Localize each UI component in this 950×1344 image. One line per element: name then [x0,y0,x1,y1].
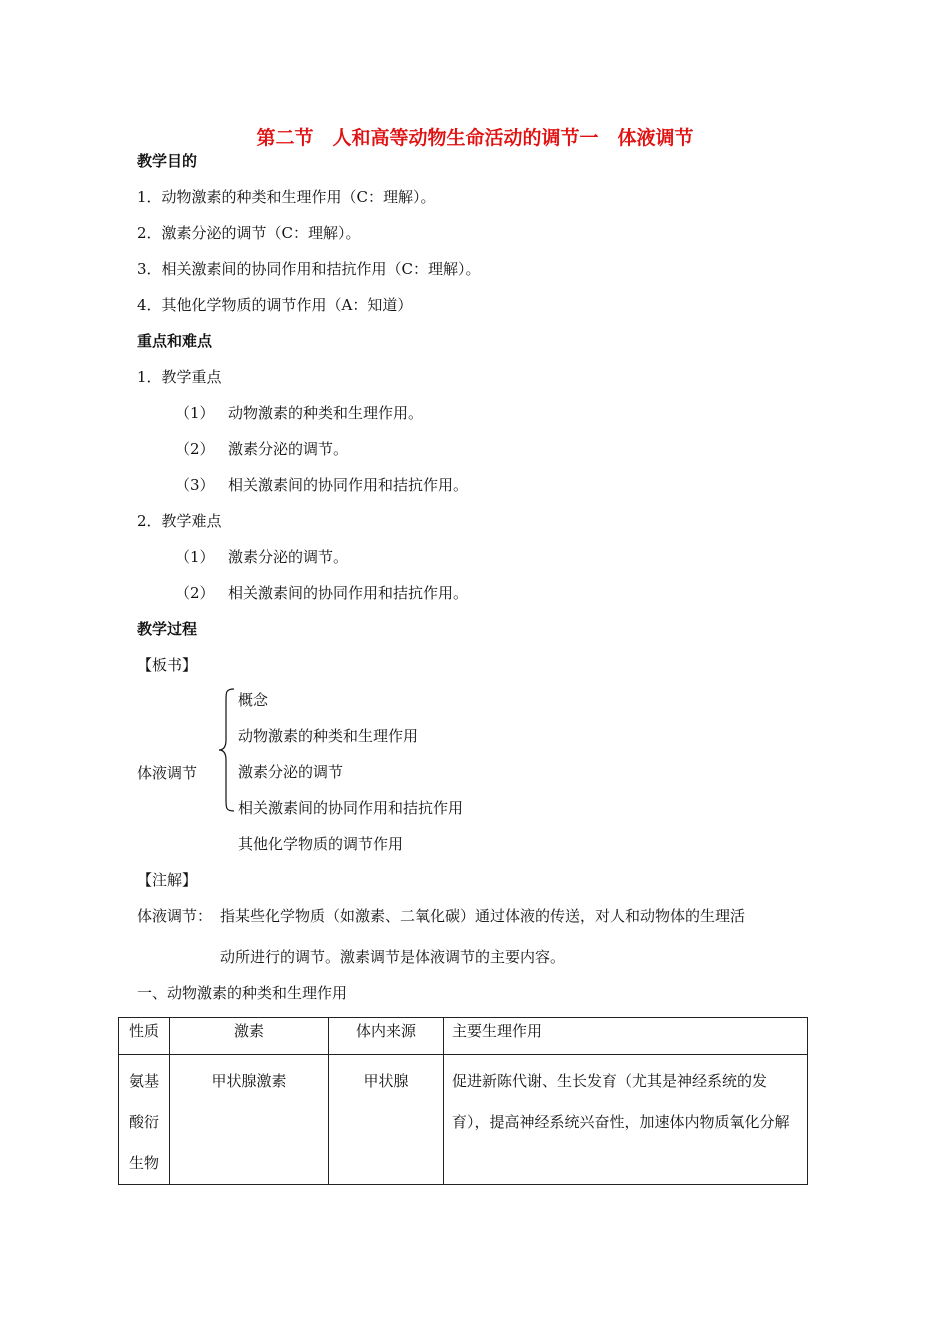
note-text-line: 指某些化学物质（如激素、二氧化碳）通过体液的传送，对人和动物体的生理活 [220,907,746,925]
nature-cell [119,1055,170,1185]
board-branch: 相关激素间的协同作用和拮抗作用 [238,799,464,817]
process-heading: 教学过程 [137,620,198,638]
difficulty-label: 2．教学难点 [137,512,222,530]
source-cell: 甲状腺 [329,1055,444,1185]
focus-item-number: （1） [175,404,215,422]
difficulty-item-number: （2） [175,584,215,602]
hormone-table [118,1017,808,1185]
objective-item: 2．激素分泌的调节（C：理解）。 [137,224,361,242]
key-points-heading: 重点和难点 [137,332,213,350]
hormone-cell: 甲状腺激素 [170,1055,329,1185]
note-text-line: 动所进行的调节。激素调节是体液调节的主要内容。 [220,948,566,966]
board-root: 体液调节 [137,764,198,782]
board-label: 【板书】 [137,656,198,674]
focus-item-text: 激素分泌的调节。 [228,440,349,458]
nature-line: 酸衍 [128,1113,159,1131]
board-branch: 动物激素的种类和生理作用 [238,727,419,745]
table-header-cell: 激素 [170,1018,329,1055]
difficulty-item-number: （1） [175,548,215,566]
board-branch: 激素分泌的调节 [238,763,344,781]
nature-line: 氨基 [128,1072,159,1090]
focus-item-text: 相关激素间的协同作用和拮抗作用。 [228,476,469,494]
section-heading: 一、动物激素的种类和生理作用 [137,984,348,1002]
table-header-cell: 主要生理作用 [444,1018,808,1055]
table-row [119,1055,808,1185]
focus-item-number: （3） [175,476,215,494]
difficulty-item-text: 相关激素间的协同作用和拮抗作用。 [228,584,469,602]
board-branch: 其他化学物质的调节作用 [238,835,404,853]
focus-label: 1．教学重点 [137,368,222,386]
difficulty-item-text: 激素分泌的调节。 [228,548,349,566]
effect-cell: 促进新陈代谢、生长发育（尤其是神经系统的发育），提高神经系统兴奋性，加速体内物质氧化分解 [444,1055,808,1185]
note-label: 【注解】 [137,871,198,889]
objective-item: 3．相关激素间的协同作用和拮抗作用（C：理解）。 [137,260,481,278]
objective-item: 1．动物激素的种类和生理作用（C：理解）。 [137,188,436,206]
objectives-heading: 教学目的 [137,152,198,170]
note-term: 体液调节： [137,907,213,925]
focus-item-number: （2） [175,440,215,458]
board-branch: 概念 [238,691,269,709]
table-header-cell: 性质 [119,1018,170,1055]
objective-item: 4．其他化学物质的调节作用（A：知道） [137,296,413,314]
nature-line: 生物 [128,1154,159,1172]
table-header-cell: 体内来源 [329,1018,444,1055]
table-header-row [119,1018,808,1055]
page-title: 第二节 人和高等动物生命活动的调节一 体液调节 [256,127,694,149]
curly-brace-icon [218,688,236,812]
focus-item-text: 动物激素的种类和生理作用。 [228,404,424,422]
